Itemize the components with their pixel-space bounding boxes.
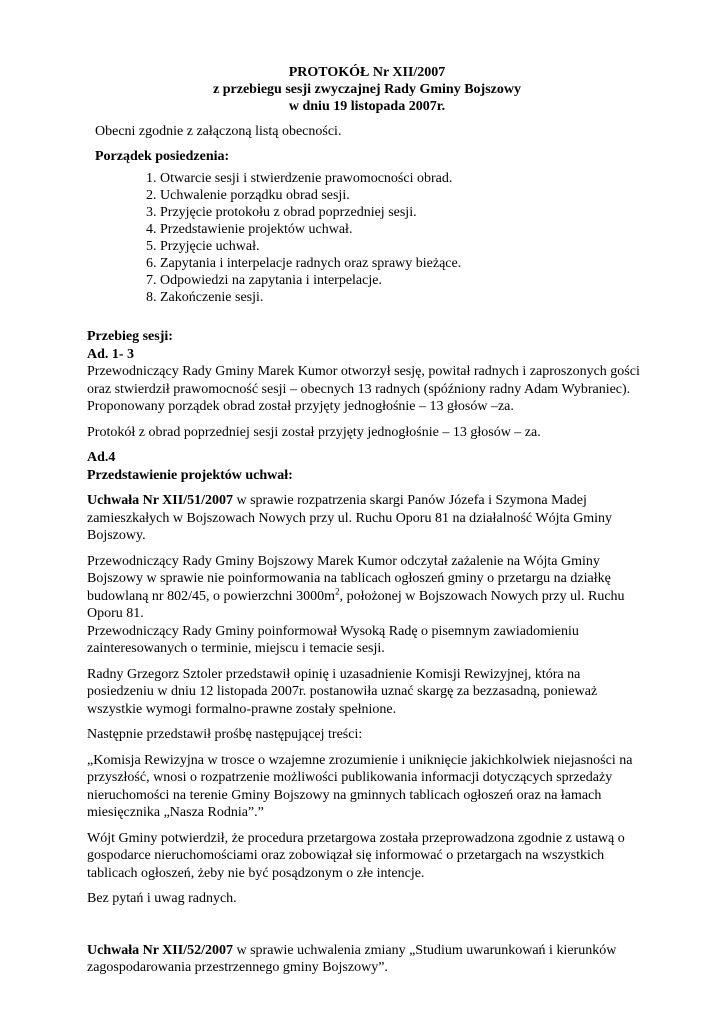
resolution-52-label: Uchwała Nr XII/52/2007: [87, 942, 233, 958]
ad1-heading: Ad. 1- 3: [87, 346, 135, 362]
ad4-heading: Ad.4: [87, 450, 116, 465]
complaint-text-b: , położonej w Bojszowach Nowych przy ul. Ruchu Oporu 81.: [87, 588, 625, 621]
resolution-51-paragraph: [87, 492, 647, 545]
ad1-paragraph-protocol-vote: Protokół z obrad poprzedniej sesji został przyjęty jednogłośnie – 13 głosów – za.: [87, 424, 541, 440]
complaint-text-a: Przewodniczący Rady Gminy Bojszowy Marek Kumor odczytał zażalenie na Wójta Gminy Bojszowy w sprawie nie poinformowania na tablicach ogłoszeń gminy o przetargu na działkę budowlaną nr 802/45, o powierzchni 3000m: [87, 553, 611, 604]
agenda-item: 3. Przyjęcie protokołu z obrad poprzedniej sesji.: [160, 204, 647, 221]
agenda-item: 5. Przyjęcie uchwał.: [160, 238, 647, 255]
document-title: [87, 64, 647, 115]
agenda-item: 1. Otwarcie sesji i stwierdzenie prawomocności obrad.: [160, 170, 647, 187]
title-line-3: w dniu 19 listopada 2007r.: [288, 99, 446, 114]
course-heading: Przebieg sesji:: [87, 329, 173, 344]
agenda-item: 7. Odpowiedzi na zapytania i interpelacje.: [160, 272, 647, 289]
resolution-51-text: w sprawie rozpatrzenia skargi Panów Józefa i Szymona Madej zamieszkałych w Bojszowach Nowych przy ul. Ruchu Oporu 81 na działalność Wójta Gminy Bojszowy.: [87, 493, 612, 543]
ad1-paragraph-agenda-vote: Proponowany porządek obrad został przyjęty jednogłośnie – 13 głosów –za.: [87, 399, 514, 414]
area-superscript: 2: [335, 585, 340, 596]
request-intro-paragraph: Następnie przedstawił prośbę następującej treści:: [87, 727, 363, 742]
title-line-1: PROTOKÓŁ Nr XII/2007: [288, 65, 446, 80]
ad1-paragraph-opening: Przewodniczący Rady Gminy Marek Kumor otworzył sesję, powitał radnych i zaproszonych gości oraz stwierdził prawomocność sesji – obecnych 13 radnych (spóźniony radny Adam Wybraniec).: [87, 364, 640, 397]
notification-paragraph: Przewodniczący Rady Gminy poinformował Wysoką Radę o pisemnym zawiadomieniu zainteresowanych o terminie, miejscu i temacie sesji.: [87, 623, 579, 656]
title-line-2: z przebiegu sesji zwyczajnej Rady Gminy Bojszowy: [213, 82, 521, 97]
no-questions-paragraph: Bez pytań i uwag radnych.: [87, 891, 237, 906]
attendance-note: Obecni zgodnie z załączoną listą obecności.: [95, 124, 342, 139]
audit-committee-paragraph: Radny Grzegorz Sztoler przedstawił opinię i uzasadnienie Komisji Rewizyjnej, która na posiedzeniu w dniu 12 listopada 2007r. postanowiła uznać skargę za bezzasadną, ponieważ wszystkie wymogi formalno-prawne zostały spełnione.: [87, 666, 598, 717]
complaint-paragraph: [87, 553, 647, 623]
request-quote-paragraph: „Komisja Rewizyjna w trosce o wzajemne zrozumienie i uniknięcie jakichkolwiek niejasności na przyszłość, wnosi o rozpatrzenie możliwości publikowania informacji dotyczących sprzedaży nieruchomości na terenie Gminy Bojszowy na gminnych tablicach ogłoszeń oraz na łamach miesięcznika „Nasza Rodnia”.”: [87, 752, 633, 820]
agenda-item: 4. Przedstawienie projektów uchwał.: [160, 221, 647, 238]
resolution-52-paragraph: [87, 942, 647, 977]
agenda-list: [87, 170, 647, 306]
resolution-52-text: w sprawie uchwalenia zmiany „Studium uwarunkowań i kierunków zagospodarowania przestrzennego gminy Bojszowy”.: [87, 942, 617, 975]
agenda-heading: Porządek posiedzenia:: [95, 148, 230, 164]
ad4-subheading: Przedstawienie projektów uchwał:: [87, 467, 293, 483]
agenda-item: 6. Zapytania i interpelacje radnych oraz sprawy bieżące.: [160, 255, 647, 272]
agenda-item: 8. Zakończenie sesji.: [160, 289, 647, 306]
mayor-response-paragraph: Wójt Gminy potwierdził, że procedura przetargowa została przeprowadzona zgodnie z ustawą o gospodarce nieruchomościami oraz zobowiązał się informować o przetargach na wszystkich tablicach ogłoszeń, żeby nie być posądzonym o złe intencje.: [87, 830, 625, 881]
resolution-51-label: Uchwała Nr XII/51/2007: [87, 493, 233, 508]
document-body: [87, 64, 647, 977]
agenda-item: 2. Uchwalenie porządku obrad sesji.: [160, 187, 647, 204]
